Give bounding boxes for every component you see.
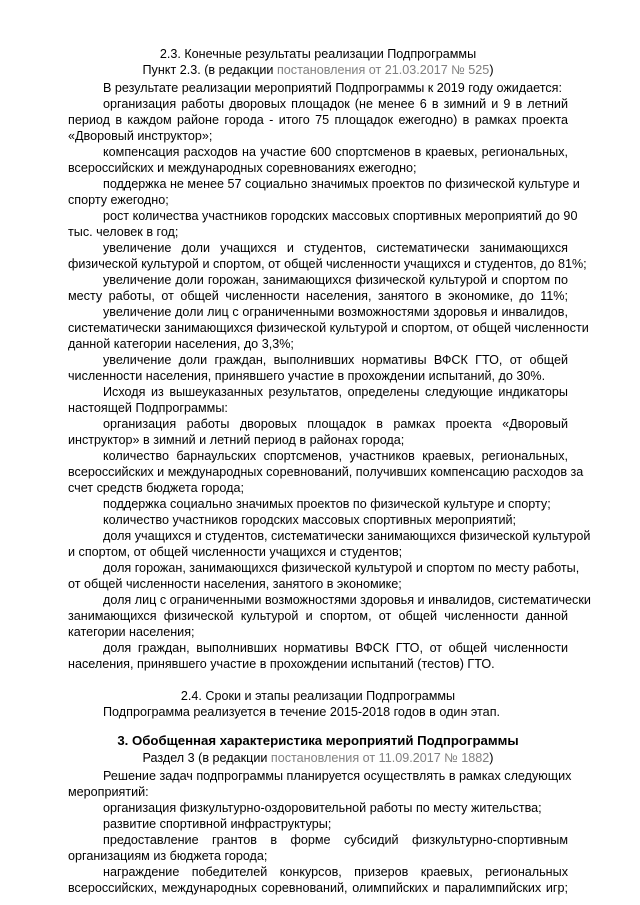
paragraph-line: настоящей Подпрограммы: [68, 401, 228, 415]
paragraph-line: «Дворовый инструктор»; [68, 129, 213, 143]
paragraph-line: инструктор» в зимний и летний период в районах города; [68, 433, 405, 447]
paragraph-line: от общей численности населения, занятого в экономике; [68, 577, 402, 591]
paragraph-line: увеличение доли граждан, выполнивших нормативы ВФСК ГТО, от общей [103, 353, 568, 367]
section-3-title: 3. Обобщенная характеристика мероприятий Подпрограммы [117, 733, 519, 748]
paragraph-line: Исходя из вышеуказанных результатов, определены следующие индикаторы [103, 385, 568, 399]
paragraph-line: численности населения, принявшего участие в прохождении испытаний, до 30%. [68, 369, 546, 383]
paragraph-line: доля учащихся и студентов, систематически занимающихся физической культурой [103, 529, 591, 543]
paragraph-line: увеличение доли учащихся и студентов, систематически занимающихся [103, 241, 568, 255]
paragraph-line: месту работы, от общей численности населения, занятого в экономике, до 11%; [68, 289, 568, 303]
paragraph-line: компенсация расходов на участие 600 спортсменов в краевых, региональных, [103, 145, 568, 159]
paragraph-line: занимающихся физической культурой и спортом, от общей численности данной [68, 609, 568, 623]
paragraph-line: тыс. человек в год; [68, 225, 179, 239]
paragraph-line: увеличение доли лиц с ограниченными возможностями здоровья и инвалидов, [103, 305, 568, 319]
paragraph-line: всероссийских и международных соревнованиях ежегодно; [68, 161, 417, 175]
paragraph-line: мероприятий: [68, 785, 149, 799]
paragraph-line: организация работы дворовых площадок (не менее 6 в зимний и 9 в летний [103, 97, 568, 111]
section-3-amendment: Раздел 3 (в редакции постановления от 11.09.2017 № 1882) [142, 751, 494, 765]
paragraph-line: всероссийских, международных соревнований, олимпийских и паралимпийских игр; [68, 881, 568, 895]
paragraph-line: поддержка не менее 57 социально значимых проектов по физической культуре и [103, 177, 580, 191]
amendment-link[interactable]: постановления от 21.03.2017 № 525 [276, 63, 490, 77]
paragraph-line: Решение задач подпрограммы планируется осуществлять в рамках следующих [103, 769, 572, 783]
paragraph-line: категории населения; [68, 625, 195, 639]
paragraph-line: награждение победителей конкурсов, призеров краевых, региональных [103, 865, 568, 879]
paragraph-line: количество барнаульских спортсменов, участников краевых, региональных, [103, 449, 568, 463]
paragraph-line: спорту ежегодно; [68, 193, 169, 207]
paragraph-line: счет средств бюджета города; [68, 481, 244, 495]
paragraph-line: В результате реализации мероприятий Подпрограммы к 2019 году ожидается: [103, 81, 562, 95]
paragraph-line: доля граждан, выполнивших нормативы ВФСК ГТО, от общей численности [103, 641, 568, 655]
paragraph-line: Подпрограмма реализуется в течение 2015-2018 годов в один этап. [103, 705, 501, 719]
section-2-4-title: 2.4. Сроки и этапы реализации Подпрограммы [180, 689, 456, 703]
amendment-link[interactable]: постановления от 11.09.2017 № 1882 [270, 751, 490, 765]
paragraph-line: и спортом, от общей численности учащихся и студентов; [68, 545, 403, 559]
paragraph-line: организациям из бюджета города; [68, 849, 268, 863]
section-2-3-title: 2.3. Конечные результаты реализации Подпрограммы [159, 47, 477, 61]
paragraph-line: систематически занимающихся физической культурой и спортом, от общей численности [68, 321, 589, 335]
paragraph-line: организация физкультурно-оздоровительной работы по месту жительства; [103, 801, 542, 815]
paragraph-line: доля лиц с ограниченными возможностями здоровья и инвалидов, систематически [103, 593, 591, 607]
paragraph-line: данной категории населения, до 3,3%; [68, 337, 294, 351]
paragraph-line: период в каждом районе города - итого 75 площадок ежегодно) в рамках проекта [68, 113, 568, 127]
paragraph-line: доля горожан, занимающихся физической культурой и спортом по месту работы, [103, 561, 580, 575]
section-2-3-amendment: Пункт 2.3. (в редакции постановления от 21.03.2017 № 525) [142, 63, 494, 77]
paragraph-line: организация работы дворовых площадок в рамках проекта «Дворовый [103, 417, 568, 431]
paragraph-line: всероссийских и международных соревнований, получивших компенсацию расходов за [68, 465, 584, 479]
paragraph-line: физической культурой и спортом, от общей численности учащихся и студентов, до 81%; [68, 257, 587, 271]
paragraph-line: населения, принявшего участие в прохождении испытаний (тестов) ГТО. [68, 657, 495, 671]
paragraph-line: количество участников городских массовых спортивных мероприятий; [103, 513, 517, 527]
paragraph-line: рост количества участников городских массовых спортивных мероприятий до 90 [103, 209, 578, 223]
paragraph-line: увеличение доли горожан, занимающихся физической культурой и спортом по [103, 273, 568, 287]
paragraph-line: предоставление грантов в форме субсидий физкультурно-спортивным [103, 833, 568, 847]
paragraph-line: развитие спортивной инфраструктуры; [103, 817, 332, 831]
paragraph-line: поддержка социально значимых проектов по физической культуре и спорту; [103, 497, 551, 511]
